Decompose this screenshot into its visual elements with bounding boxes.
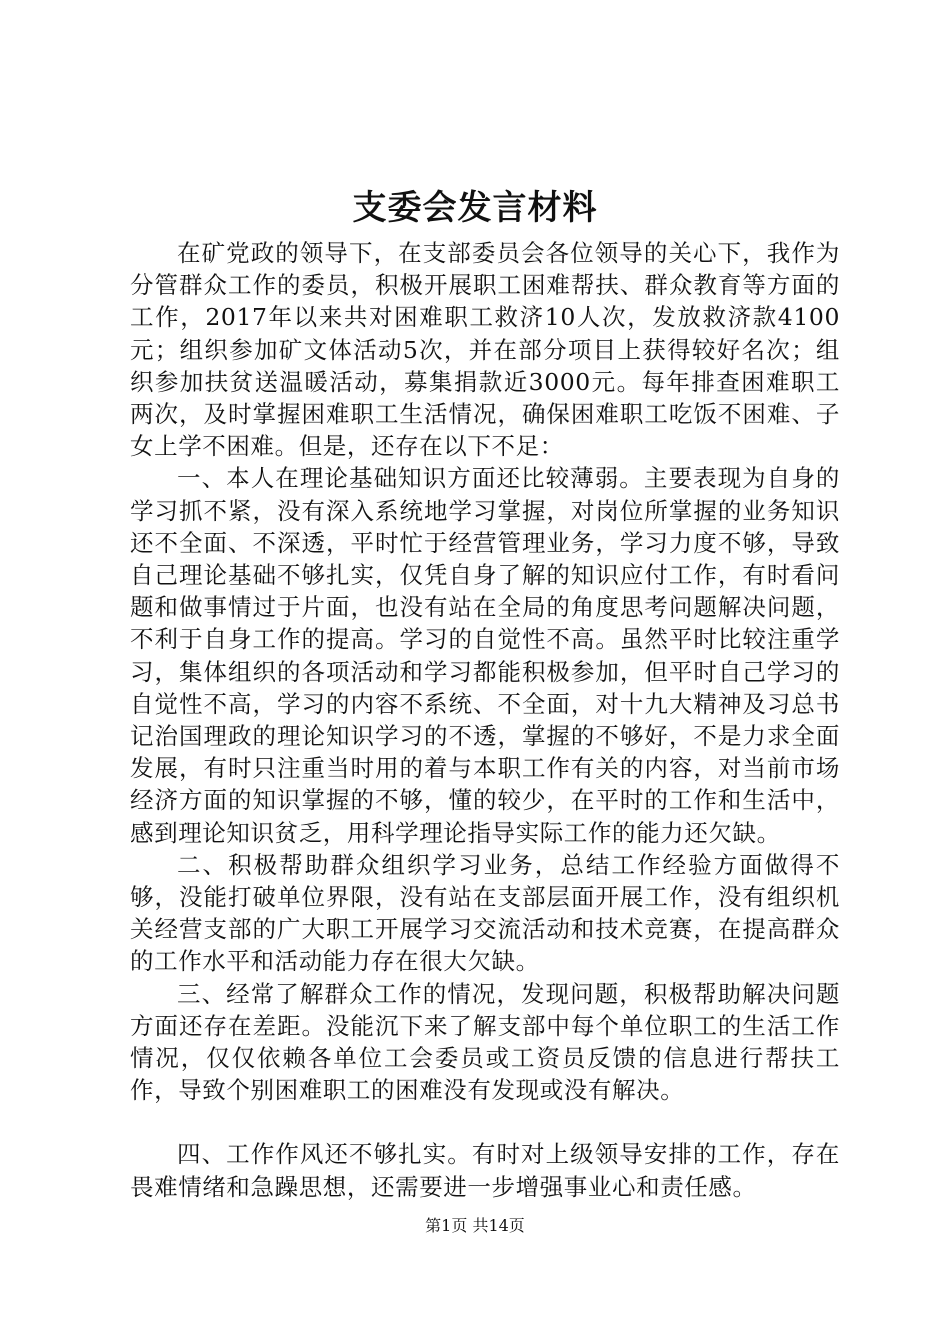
paragraph-point-four: 四、工作作风还不够扎实。有时对上级领导安排的工作，存在畏难情绪和急躁思想，还需要进一步增强事业心和责任感。 [130, 1140, 840, 1201]
document-title: 支委会发言材料 [352, 188, 598, 228]
intro-paragraph: 在矿党政的领导下，在支部委员会各位领导的关心下，我作为分管群众工作的委员，积极开展职工困难帮扶、群众教育等方面的工作，2017年以来共对困难职工救济10人次，发放救济款4100元；组织参加矿文体活动5次，并在部分项目上获得较好名次；组织参加扶贫送温暖活动，募集捐款近3000元。每年排查困难职工两次，及时掌握困难职工生活情况，确保困难职工吃饭不困难、子女上学不困难。但是，还存在以下不足： [130, 239, 840, 461]
paragraph-point-two: 二、积极帮助群众组织学习业务，总结工作经验方面做得不够，没能打破单位界限，没有站在支部层面开展工作，没有组织机关经营支部的广大职工开展学习交流活动和技术竞赛，在提高群众的工作水平和活动能力存在很大欠缺。 [130, 850, 840, 976]
paragraph-point-three: 三、经常了解群众工作的情况，发现问题，积极帮助解决问题方面还存在差距。没能沉下来了解支部中每个单位职工的生活工作情况，仅仅依赖各单位工会委员或工资员反馈的信息进行帮扶工作，导致个别困难职工的困难没有发现或没有解决。 [130, 979, 840, 1105]
page-number-footer: 第1页 共14页 [425, 1216, 525, 1235]
document-body [130, 237, 840, 1203]
paragraph-point-one: 一、本人在理论基础知识方面还比较薄弱。主要表现为自身的学习抓不紧，没有深入系统地学习掌握，对岗位所掌握的业务知识还不全面、不深透，平时忙于经营管理业务，学习力度不够，导致自己理论基础不够扎实，仅凭自身了解的知识应付工作，有时看问题和做事情过于片面，也没有站在全局的角度思考问题解决问题，不利于自身工作的提高。学习的自觉性不高。虽然平时比较注重学习，集体组织的各项活动和学习都能积极参加，但平时自己学习的自觉性不高，学习的内容不系统、不全面，对十九大精神及习总书记治国理政的理论知识学习的不透，掌握的不够好，不是力求全面发展，有时只注重当时用的着与本职工作有关的内容，对当前市场经济方面的知识掌握的不够，懂的较少，在平时的工作和生活中，感到理论知识贫乏，用科学理论指导实际工作的能力还欠缺。 [130, 464, 840, 847]
